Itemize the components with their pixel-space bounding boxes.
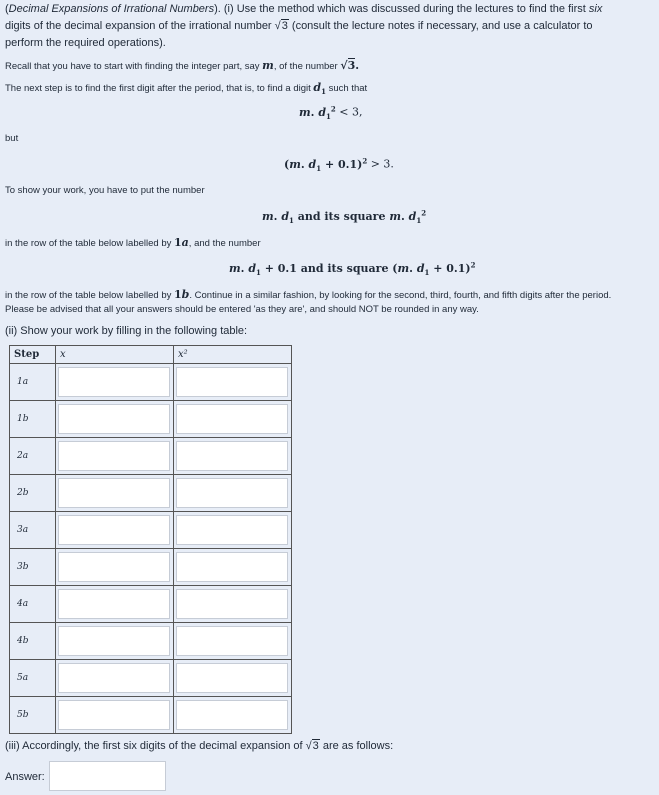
x-input-1a[interactable] [58, 367, 170, 397]
but-text: but [5, 133, 19, 144]
advised-text: Please be advised that all your answers should be entered 'as they are', and should NOT be rounded in any way. [5, 304, 479, 315]
x-input-3b[interactable] [58, 552, 170, 582]
row-1b-text: in the row of the table below labelled by 1b. Continue in a similar fashion, by looking for the second, third, fourth, and fifth digits after the period. [5, 288, 612, 301]
part-ii-text: (ii) Show your work by filling in the following table: [5, 325, 248, 337]
inequality-1: m. $d_1^2 < 3$, [299, 104, 363, 121]
step-label: 5a [10, 660, 56, 697]
formula-md1: m. $d_1$ and its square m. $d_1^2$ [262, 208, 427, 225]
table-header-row [10, 346, 292, 364]
next-step-text: The next step is to find the first digit after the period, that is, to find a digit $d_1$ such that [5, 81, 368, 97]
work-table [9, 345, 292, 734]
table-row [10, 623, 292, 660]
formula-md1-plus: m. $d_1 + 0.1$ and its square (m. $d_1 + 0.1)^2$ [229, 260, 476, 277]
intro-line-1: (Decimal Expansions of Irrational Numbers). (i) Use the method which was discussed during the lectures to find the first six [5, 3, 603, 15]
step-label: 1a [10, 364, 56, 401]
x-input-4b[interactable] [58, 626, 170, 656]
row-1a-text: in the row of the table below labelled by 1a, and the number [5, 236, 261, 249]
intro-title: Decimal Expansions of Irrational Numbers [8, 3, 215, 15]
table-row [10, 475, 292, 512]
x-input-3a[interactable] [58, 515, 170, 545]
x-input-2b[interactable] [58, 478, 170, 508]
sqrt3-symbol: √3 [305, 740, 319, 752]
recall-text: Recall that you have to start with finding the integer part, say m, of the number √3. [5, 59, 360, 72]
step-label: 3a [10, 512, 56, 549]
header-x: x [56, 346, 174, 364]
table-row [10, 364, 292, 401]
x-input-5a[interactable] [58, 663, 170, 693]
step-label: 4a [10, 586, 56, 623]
header-x-squared: x² [174, 346, 292, 364]
table-row [10, 549, 292, 586]
intro-line-3: perform the required operations). [5, 37, 166, 49]
intro-line-2: digits of the decimal expansion of the irrational number √3 (consult the lecture notes if necessary, and use a calculator to [5, 17, 593, 35]
x-input-5b[interactable] [58, 700, 170, 730]
step-label: 2a [10, 438, 56, 475]
step-label: 3b [10, 549, 56, 586]
x2-input-4b[interactable] [176, 626, 288, 656]
step-label: 4b [10, 623, 56, 660]
table-row [10, 660, 292, 697]
x2-input-3a[interactable] [176, 515, 288, 545]
step-label: 2b [10, 475, 56, 512]
answer-input[interactable] [49, 761, 166, 791]
header-step: Step [10, 346, 56, 364]
x2-input-5b[interactable] [176, 700, 288, 730]
sqrt3-symbol: √3 [274, 20, 288, 32]
table-row [10, 512, 292, 549]
inequality-2: (m. $d_1 + 0.1)^2 > 3$. [284, 156, 394, 173]
x-input-2a[interactable] [58, 441, 170, 471]
x2-input-1b[interactable] [176, 404, 288, 434]
table-row [10, 697, 292, 734]
step-label: 1b [10, 401, 56, 438]
x-input-1b[interactable] [58, 404, 170, 434]
table-row [10, 401, 292, 438]
x2-input-1a[interactable] [176, 367, 288, 397]
x2-input-5a[interactable] [176, 663, 288, 693]
x2-input-2a[interactable] [176, 441, 288, 471]
x2-input-4a[interactable] [176, 589, 288, 619]
answer-label: Answer: [5, 771, 45, 783]
x2-input-3b[interactable] [176, 552, 288, 582]
step-label: 5b [10, 697, 56, 734]
x2-input-2b[interactable] [176, 478, 288, 508]
show-work-text: To show your work, you have to put the number [5, 185, 205, 196]
part-iii-text: (iii) Accordingly, the first six digits of the decimal expansion of √3 are as follows: [5, 737, 393, 755]
x-input-4a[interactable] [58, 589, 170, 619]
table-row [10, 438, 292, 475]
table-row [10, 586, 292, 623]
